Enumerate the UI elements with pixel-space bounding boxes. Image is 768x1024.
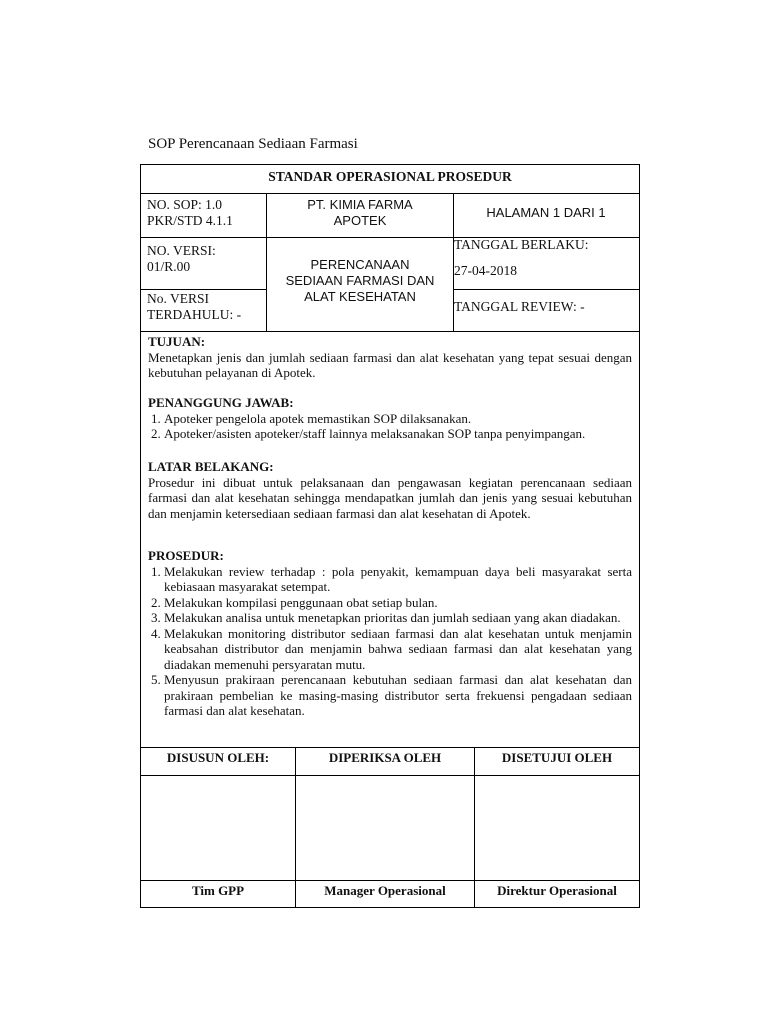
company-line: PT. KIMIA FARMA: [307, 197, 413, 212]
list-item: 4. Melakukan monitoring distributor sediaan farmasi dan alat kesehatan untuk menjamin keabsahan distributor dan menjamin bahwa sediaan farmasi dan alat kesehatan yang diadakan memenuhi persyaratan mutu.: [164, 626, 632, 673]
tanggal-berlaku: [454, 237, 638, 279]
penanggung-jawab-list: [148, 411, 632, 442]
halaman: HALAMAN 1 DARI 1: [486, 205, 606, 220]
list-item: 3. Melakukan analisa untuk menetapkan prioritas dan jumlah sediaan yang akan diadakan.: [164, 610, 632, 626]
no-versi-line: 01/R.00: [147, 259, 191, 274]
tanggal-berlaku-value: 27-04-2018: [454, 263, 517, 278]
company-name: [267, 197, 453, 229]
diperiksa-name: Manager Operasional: [324, 883, 446, 898]
divider: [141, 775, 639, 776]
divider: [141, 289, 266, 290]
tanggal-review: TANGGAL REVIEW: -: [454, 299, 585, 314]
disetujui-label: DISETUJUI OLEH: [501, 750, 613, 765]
disusun-name: Tim GPP: [191, 883, 245, 898]
latar-belakang-section: [148, 459, 632, 521]
company-line: APOTEK: [333, 213, 387, 228]
divider: [141, 331, 639, 332]
divider: [141, 193, 639, 194]
list-item: 1. Melakukan review terhadap : pola penyakit, kemampuan daya beli masyarakat serta kebiasaan masyarakat setempat.: [164, 564, 632, 595]
no-sop: [147, 197, 265, 229]
latar-belakang-text: Prosedur ini dibuat untuk pelaksanaan dan pengawasan kegiatan perencanaan sediaan farmasi dan alat kesehatan sehingga mendapatkan jumlah dan jenis yang sesuai kebutuhan dan menjamin ketersediaan sediaan farmasi dan alat kesehatan di Apotek.: [148, 474, 632, 521]
page-title: SOP Perencanaan Sediaan Farmasi: [148, 136, 358, 152]
no-versi: [147, 243, 265, 275]
diperiksa-label: DIPERIKSA OLEH: [328, 750, 442, 765]
no-versi-prev-line: No. VERSI: [147, 291, 210, 306]
no-sop-line: NO. SOP: 1.0: [147, 197, 223, 212]
tujuan-text: Menetapkan jenis dan jumlah sediaan farmasi dan alat kesehatan yang tepat sesuai dengan kebutuhan pelayanan di Apotek.: [148, 349, 632, 380]
no-sop-line: PKR/STD 4.1.1: [147, 213, 233, 228]
sop-main-title: STANDAR OPERASIONAL PROSEDUR: [268, 169, 512, 184]
prosedur-list: [148, 564, 632, 719]
tujuan-heading: TUJUAN:: [148, 334, 206, 349]
no-versi-line: NO. VERSI:: [147, 243, 216, 258]
divider: [141, 747, 639, 748]
list-item: 1. Apoteker pengelola apotek memastikan SOP dilaksanakan.: [164, 411, 632, 427]
judul-line: PERENCANAAN: [310, 257, 410, 272]
tanggal-berlaku-label: TANGGAL BERLAKU:: [454, 237, 589, 252]
prosedur-section: [148, 548, 632, 719]
tujuan-section: [148, 334, 632, 381]
divider: [453, 289, 639, 290]
list-item: 2. Melakukan kompilasi penggunaan obat setiap bulan.: [164, 595, 632, 611]
list-item: 2. Apoteker/asisten apoteker/staff lainnya melaksanakan SOP tanpa penyimpangan.: [164, 426, 632, 442]
no-versi-terdahulu: [147, 291, 265, 323]
disusun-label: DISUSUN OLEH:: [166, 750, 270, 765]
disetujui-name: Direktur Operasional: [497, 883, 617, 898]
list-item: 5. Menyusun prakiraan perencanaan kebutuhan sediaan farmasi dan alat kesehatan dan prakiraan pembelian ke masing-masing distributor serta frekuensi pengadaan sediaan farmasi dan alat kesehatan.: [164, 672, 632, 719]
judul-line: SEDIAAN FARMASI DAN: [285, 273, 435, 288]
judul-sop: [267, 257, 453, 305]
divider: [141, 880, 639, 881]
penanggung-jawab-section: [148, 395, 632, 442]
prosedur-heading: PROSEDUR:: [148, 548, 224, 563]
no-versi-prev-line: TERDAHULU: -: [147, 307, 242, 322]
latar-belakang-heading: LATAR BELAKANG:: [148, 459, 274, 474]
sop-table: [140, 164, 640, 908]
penanggung-jawab-heading: PENANGGUNG JAWAB:: [148, 395, 294, 410]
judul-line: ALAT KESEHATAN: [304, 289, 416, 304]
